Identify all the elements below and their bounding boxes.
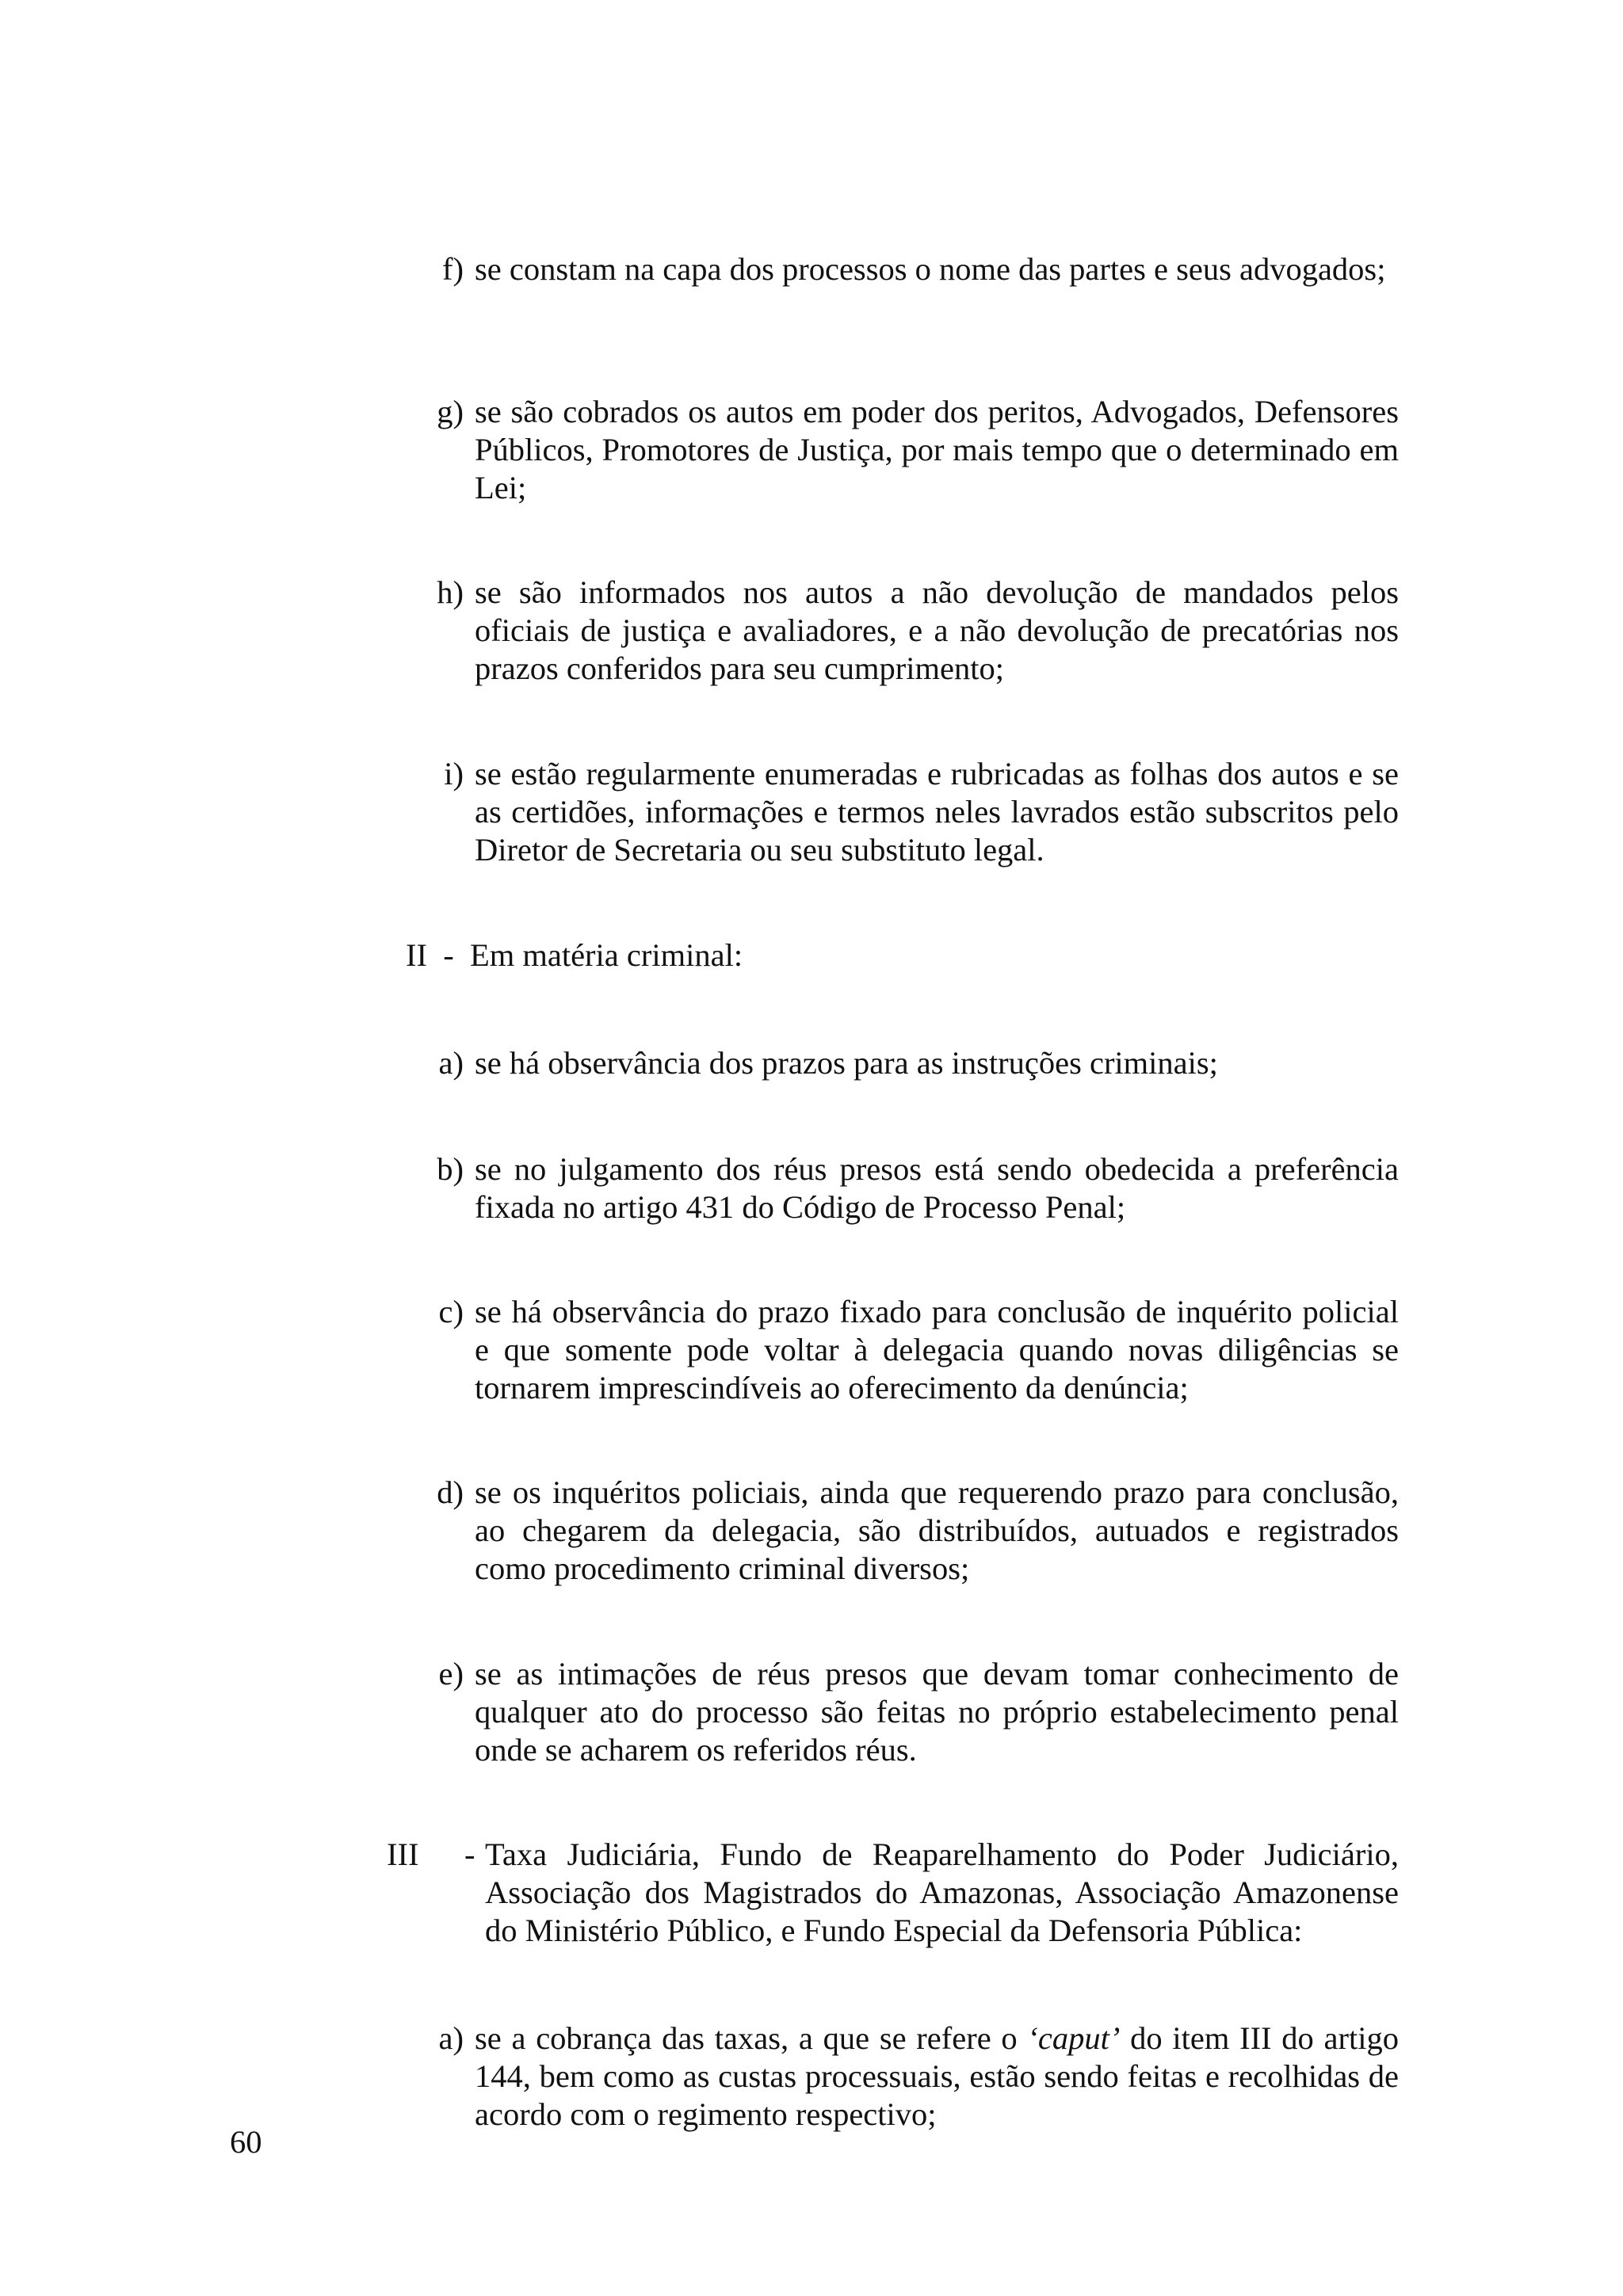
item-text-after: do item III do artigo 144, bem como as custas processuais, estão sendo feitas e recolhidas de acordo com o regimento respectivo; [475, 2020, 1399, 2132]
list-item-b [422, 1150, 1399, 1226]
list-item-f [422, 250, 1399, 288]
item-text: se constam na capa dos processos o nome das partes e seus advogados; [475, 251, 1386, 287]
item-marker: e) [438, 1656, 464, 1691]
list-item-i [422, 755, 1399, 869]
item-text-before: se a cobrança das taxas, a que se refere o [475, 2020, 1028, 2056]
item-text [464, 2019, 1399, 2134]
section-separator: - [464, 1836, 475, 1872]
page-number: 60 [230, 2124, 262, 2160]
list-item-e [422, 1655, 1399, 1769]
list-item-c [422, 1293, 1399, 1407]
section-numeral: II [406, 937, 427, 973]
list-item-a [422, 1044, 1399, 1082]
item-text-italic: ‘caput’ [1027, 2020, 1121, 2056]
item-marker: h) [437, 574, 464, 610]
item-text: se estão regularmente enumeradas e rubricadas as folhas dos autos e se as certidões, informações e termos neles lavrados estão subscritos pelo Diretor de Secretaria ou seu substituto legal. [475, 756, 1399, 868]
item-marker: g) [437, 394, 464, 429]
section-heading-ii [406, 936, 743, 974]
section-title: Em matéria criminal: [469, 937, 743, 973]
item-marker: d) [437, 1474, 464, 1510]
item-marker: c) [438, 1294, 464, 1329]
item-text: se os inquéritos policiais, ainda que requerendo prazo para conclusão, ao chegarem da delegacia, são distribuídos, autuados e registrados como procedimento criminal diversos; [475, 1474, 1399, 1586]
item-text: se são informados nos autos a não devolução de mandados pelos oficiais de justiça e avaliadores, e a não devolução de precatórias nos prazos conferidos para seu cumprimento; [475, 574, 1399, 686]
item-marker: a) [438, 2020, 464, 2056]
item-text: se há observância dos prazos para as instruções criminais; [475, 1045, 1218, 1081]
item-marker: b) [437, 1151, 464, 1187]
section-numeral: III [387, 1836, 419, 1872]
item-text: se são cobrados os autos em poder dos peritos, Advogados, Defensores Públicos, Promotores de Justiça, por mais tempo que o determinado em Lei; [475, 394, 1399, 505]
section-title: Taxa Judiciária, Fundo de Reaparelhamento do Poder Judiciário, Associação dos Magistrados do Amazonas, Associação Amazonense do Ministério Público, e Fundo Especial da Defensoria Pública: [485, 1836, 1399, 1948]
item-marker: f) [442, 251, 464, 287]
list-item-fees-a [422, 2019, 1399, 2134]
list-item-h [422, 574, 1399, 688]
list-item-d [422, 1474, 1399, 1588]
item-marker: a) [438, 1045, 464, 1081]
section-separator: - [443, 937, 454, 973]
item-marker: i) [444, 756, 464, 791]
item-text: se as intimações de réus presos que devam tomar conhecimento de qualquer ato do processo são feitas no próprio estabelecimento penal onde se acharem os referidos réus. [475, 1656, 1399, 1768]
item-text: se no julgamento dos réus presos está sendo obedecida a preferência fixada no artigo 431 do Código de Processo Penal; [475, 1151, 1399, 1225]
list-item-g [422, 393, 1399, 507]
section-heading-iii [387, 1836, 1399, 1950]
item-text: se há observância do prazo fixado para conclusão de inquérito policial e que somente pode voltar à delegacia quando novas diligências se tornarem imprescindíveis ao oferecimento da denúncia; [475, 1294, 1399, 1405]
